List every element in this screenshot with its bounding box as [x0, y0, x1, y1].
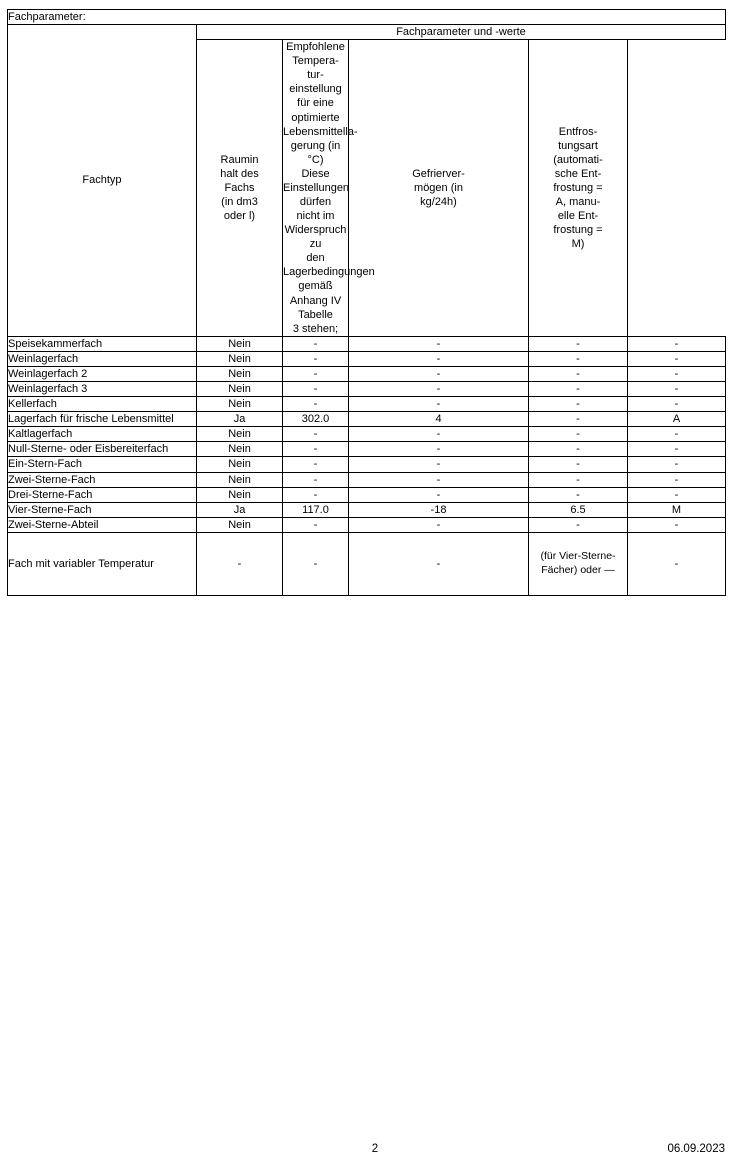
row-vorhanden: Ja: [197, 502, 283, 517]
table-title-row: [8, 10, 726, 25]
row-label: Fach mit variabler Temperatur: [8, 532, 197, 595]
footer-date: 06.09.2023: [667, 1143, 725, 1155]
column-header-gefriervermoegen: Gefrierver- mögen (in kg/24h): [349, 40, 529, 337]
table-row: [8, 487, 726, 502]
table-row: [8, 366, 726, 381]
row-gefriervermoegen: -: [529, 336, 628, 351]
row-vorhanden: Nein: [197, 472, 283, 487]
row-rauminhalt: -: [283, 427, 349, 442]
table-row: [8, 382, 726, 397]
row-vorhanden: Nein: [197, 336, 283, 351]
fachparameter-table: [7, 9, 726, 596]
row-temperatur: -: [349, 382, 529, 397]
table-row: [8, 517, 726, 532]
column-header-entfrostungsart: Entfros- tungsart (automati- sche Ent- frostung = A, manu- elle Ent- frostung = M): [529, 40, 628, 337]
row-entfrostungsart: -: [628, 457, 726, 472]
row-gefriervermoegen: -: [529, 366, 628, 381]
row-gefriervermoegen: -: [529, 487, 628, 502]
row-rauminhalt: -: [283, 472, 349, 487]
row-temperatur: -: [349, 427, 529, 442]
row-label: Zwei-Sterne-Abteil: [8, 517, 197, 532]
table-row: [8, 351, 726, 366]
row-entfrostungsart: -: [628, 442, 726, 457]
row-gefriervermoegen: -: [529, 427, 628, 442]
row-gefriervermoegen: -: [529, 517, 628, 532]
row-label: Vier-Sterne-Fach: [8, 502, 197, 517]
row-vorhanden: -: [197, 532, 283, 595]
row-entfrostungsart: -: [628, 397, 726, 412]
row-temperatur: -: [349, 517, 529, 532]
row-label: Kaltlagerfach: [8, 427, 197, 442]
row-entfrostungsart: -: [628, 427, 726, 442]
row-vorhanden: Ja: [197, 412, 283, 427]
row-temperatur: -: [349, 336, 529, 351]
row-gefriervermoegen: -: [529, 397, 628, 412]
row-vorhanden: Nein: [197, 487, 283, 502]
row-vorhanden: Nein: [197, 351, 283, 366]
row-vorhanden: Nein: [197, 427, 283, 442]
row-label: Weinlagerfach 2: [8, 366, 197, 381]
row-temperatur: -: [349, 397, 529, 412]
row-entfrostungsart: A: [628, 412, 726, 427]
row-label: Ein-Stern-Fach: [8, 457, 197, 472]
row-rauminhalt: -: [283, 487, 349, 502]
row-entfrostungsart: -: [628, 532, 726, 595]
row-entfrostungsart: -: [628, 382, 726, 397]
row-label: Kellerfach: [8, 397, 197, 412]
page-footer: [7, 1143, 743, 1159]
table-row: [8, 472, 726, 487]
row-entfrostungsart: -: [628, 351, 726, 366]
row-temperatur: -: [349, 442, 529, 457]
row-vorhanden: Nein: [197, 382, 283, 397]
row-vorhanden: Nein: [197, 397, 283, 412]
table-row: [8, 412, 726, 427]
row-rauminhalt: -: [283, 382, 349, 397]
row-label: Weinlagerfach 3: [8, 382, 197, 397]
row-label: Zwei-Sterne-Fach: [8, 472, 197, 487]
page-number: 2: [371, 1143, 379, 1155]
row-rauminhalt: -: [283, 351, 349, 366]
row-rauminhalt: -: [283, 532, 349, 595]
column-header-fachtyp: Fachtyp: [8, 25, 197, 337]
row-rauminhalt: -: [283, 457, 349, 472]
column-header-temperatur: Empfohlene Tempera- tur-einstellung für eine optimierte Lebensmittella- gerung (in °C) Diese Einstellungen dürfen nicht im Widerspruch zu den Lagerbedingungen gemäß Anhang IV Tabelle 3 stehen;: [283, 41, 375, 335]
row-entfrostungsart: M: [628, 502, 726, 517]
row-rauminhalt: -: [283, 336, 349, 351]
row-entfrostungsart: -: [628, 336, 726, 351]
column-group-header: Fachparameter und -werte: [197, 25, 726, 40]
row-rauminhalt: 117.0: [283, 502, 349, 517]
row-entfrostungsart: -: [628, 487, 726, 502]
row-gefriervermoegen: 6.5: [529, 502, 628, 517]
row-gefriervermoegen: -: [529, 412, 628, 427]
row-entfrostungsart: -: [628, 517, 726, 532]
row-entfrostungsart: -: [628, 472, 726, 487]
table-row: [8, 532, 726, 595]
row-gefriervermoegen: -: [529, 442, 628, 457]
row-temperatur: -: [349, 366, 529, 381]
row-rauminhalt: 302.0: [283, 412, 349, 427]
row-temperatur: 4: [349, 412, 529, 427]
table-row: [8, 397, 726, 412]
table-row: [8, 502, 726, 517]
row-gefriervermoegen: -: [529, 351, 628, 366]
column-header-rauminhalt: Raumin halt des Fachs (in dm3 oder l): [197, 40, 283, 337]
row-vorhanden: Nein: [197, 366, 283, 381]
table-row: [8, 336, 726, 351]
row-gefriervermoegen: -: [529, 382, 628, 397]
table-row: [8, 427, 726, 442]
row-temperatur: -: [349, 472, 529, 487]
table-row: [8, 442, 726, 457]
row-vorhanden: Nein: [197, 457, 283, 472]
row-vorhanden: Nein: [197, 442, 283, 457]
row-label: Null-Sterne- oder Eisbereiterfach: [8, 442, 197, 457]
table-group-header-row: [8, 25, 726, 40]
table-title: Fachparameter:: [8, 10, 726, 25]
row-rauminhalt: -: [283, 397, 349, 412]
row-temperatur: -: [349, 351, 529, 366]
row-temperatur: -: [349, 532, 529, 595]
row-temperatur: -: [349, 457, 529, 472]
row-temperatur: -: [349, 487, 529, 502]
row-gefriervermoegen: -: [529, 457, 628, 472]
row-rauminhalt: -: [283, 366, 349, 381]
row-temperatur: -18: [349, 502, 529, 517]
table-row: [8, 457, 726, 472]
row-vorhanden: Nein: [197, 517, 283, 532]
row-gefriervermoegen: -: [529, 472, 628, 487]
row-label: Drei-Sterne-Fach: [8, 487, 197, 502]
row-entfrostungsart: -: [628, 366, 726, 381]
row-rauminhalt: -: [283, 517, 349, 532]
row-label: Weinlagerfach: [8, 351, 197, 366]
row-rauminhalt: -: [283, 442, 349, 457]
row-label: Speisekammerfach: [8, 336, 197, 351]
row-label: Lagerfach für frische Lebensmittel: [8, 412, 197, 427]
row-gefriervermoegen: (für Vier-Sterne-Fächer) oder —: [529, 532, 628, 595]
